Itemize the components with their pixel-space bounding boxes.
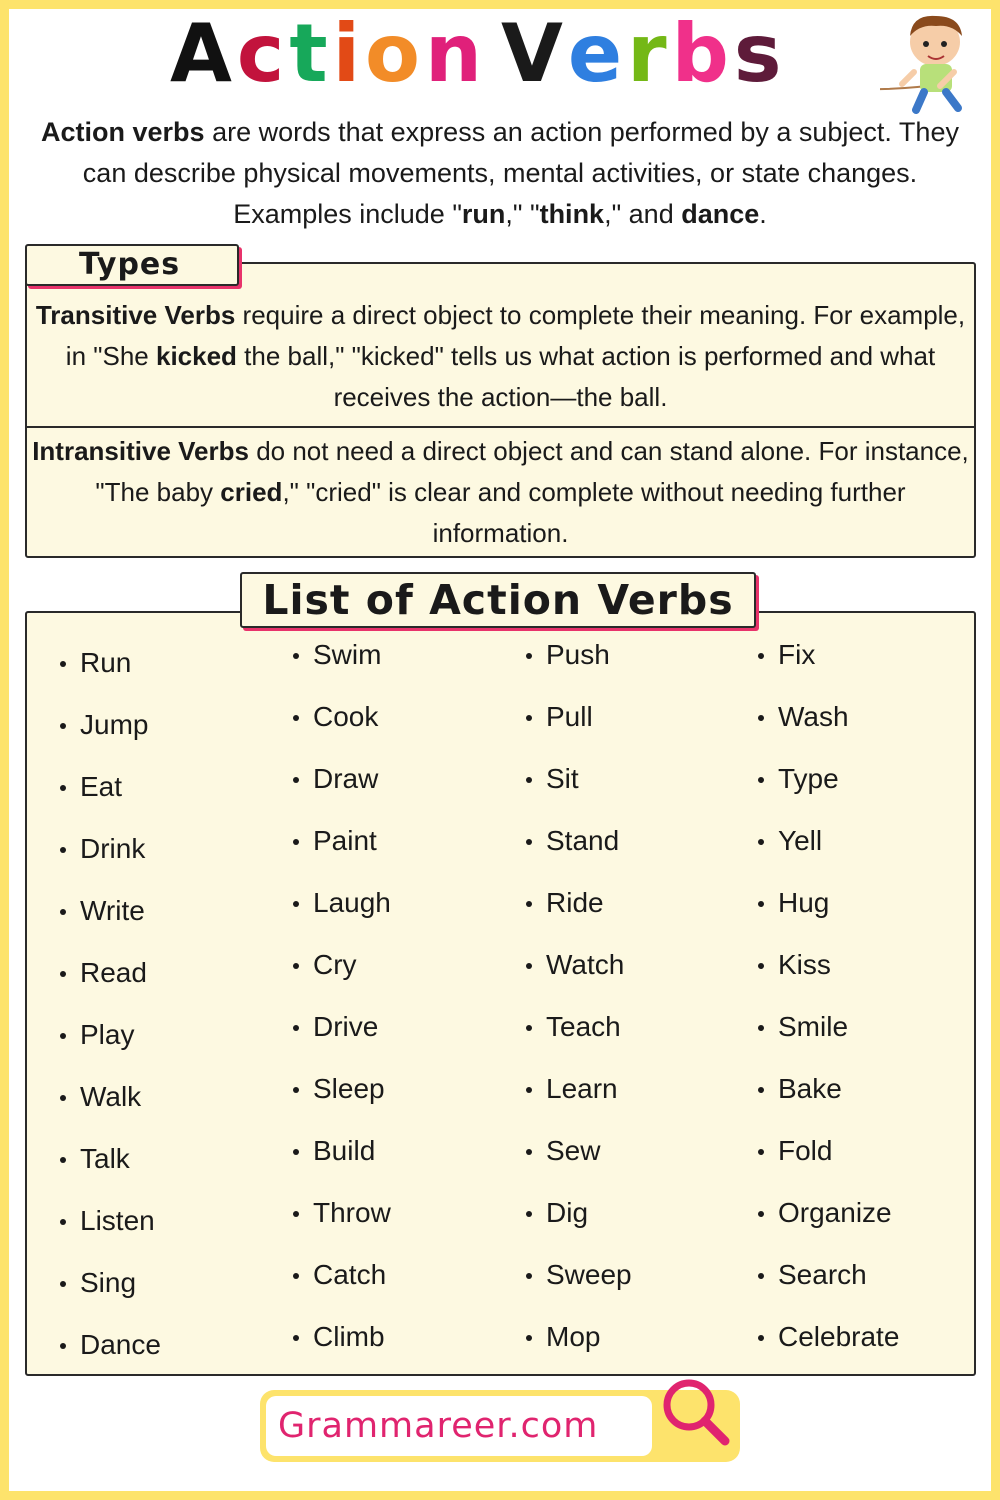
bullet-icon [293, 1211, 299, 1217]
intro-example-think: think [539, 199, 605, 229]
title-letter: s [733, 7, 787, 100]
verb-label: Read [80, 957, 147, 988]
transitive-definition [27, 295, 974, 418]
bullet-icon [526, 901, 532, 907]
bullet-icon [526, 777, 532, 783]
verb-label: Stand [546, 825, 620, 856]
verb-label: Walk [80, 1081, 142, 1112]
title-letter: c [236, 7, 290, 100]
intro-text: ," " [505, 199, 540, 229]
verb-label: Dig [546, 1197, 589, 1228]
verb-label: Eat [80, 771, 123, 802]
intro-example-run: run [461, 199, 506, 229]
verb-label: Listen [80, 1205, 155, 1236]
title-letter: A [170, 7, 237, 100]
verb-label: Fold [778, 1135, 833, 1166]
intro-term: Action verbs [41, 117, 205, 147]
verb-label: Smile [778, 1011, 849, 1042]
verb-list-heading: List of Action Verbs [240, 572, 756, 628]
title-letter [487, 6, 501, 102]
bullet-icon [293, 1087, 299, 1093]
page-title [170, 6, 830, 102]
bullet-icon [293, 1025, 299, 1031]
verb-label: Run [80, 647, 132, 678]
verb-label: Bake [778, 1073, 842, 1104]
bullet-icon [293, 715, 299, 721]
bullet-icon [60, 909, 66, 915]
verb-label: Pull [546, 701, 593, 732]
transitive-term: Transitive Verbs [35, 300, 236, 330]
bullet-icon [293, 839, 299, 845]
verb-label: Laugh [313, 887, 391, 918]
bullet-icon [526, 715, 532, 721]
bullet-icon [60, 1033, 66, 1039]
bullet-icon [293, 901, 299, 907]
bullet-icon [758, 1273, 764, 1279]
title-letter: n [424, 7, 487, 100]
verb-label: Yell [778, 825, 823, 856]
bullet-icon [60, 1281, 66, 1287]
verb-label: Swim [313, 639, 382, 670]
boy-pulling-rope-illustration [880, 10, 980, 115]
bullet-icon [526, 1087, 532, 1093]
types-divider [25, 426, 976, 428]
bullet-icon [758, 653, 764, 659]
verb-label: Celebrate [778, 1321, 900, 1352]
verb-label: Build [313, 1135, 376, 1166]
verb-label: Organize [778, 1197, 892, 1228]
verb-label: Learn [546, 1073, 618, 1104]
bullet-icon [758, 715, 764, 721]
verb-label: Mop [546, 1321, 601, 1352]
bullet-icon [60, 1343, 66, 1349]
site-link[interactable]: Grammareer.com [278, 1406, 599, 1446]
verb-label: Sleep [313, 1073, 385, 1104]
bullet-icon [758, 1087, 764, 1093]
bullet-icon [526, 1149, 532, 1155]
bullet-icon [758, 1025, 764, 1031]
bullet-icon [526, 963, 532, 969]
intro-text: are words that express an action performed by a subject. They can describe physical movements, mental activities, or state changes. Examples include " [82, 117, 959, 229]
types-heading: Types [25, 244, 239, 286]
verb-label: Cry [313, 949, 357, 980]
bullet-icon [758, 901, 764, 907]
title-letter: r [627, 7, 672, 100]
bullet-icon [60, 785, 66, 791]
verb-label: Climb [313, 1321, 385, 1352]
bullet-icon [60, 661, 66, 667]
bullet-icon [293, 1335, 299, 1341]
bullet-icon [293, 1273, 299, 1279]
bullet-icon [758, 777, 764, 783]
verb-label: Talk [80, 1143, 130, 1174]
verb-label: Jump [80, 709, 149, 740]
bullet-icon [526, 653, 532, 659]
verb-label: Teach [546, 1011, 621, 1042]
verb-label: Cook [313, 701, 379, 732]
bullet-icon [526, 1335, 532, 1341]
bullet-icon [60, 1095, 66, 1101]
verb-label: Fix [778, 639, 816, 670]
transitive-example-word: kicked [155, 341, 237, 371]
intransitive-definition [27, 431, 974, 554]
verb-label: Throw [313, 1197, 391, 1228]
intransitive-text: ," "cried" is clear and complete without needing further information. [282, 477, 906, 548]
title-letter: e [567, 7, 628, 100]
intro-paragraph [30, 112, 970, 235]
bullet-icon [293, 1149, 299, 1155]
verb-label: Sew [546, 1135, 601, 1166]
transitive-text: require a direct object to complete their meaning. For example, in "She [65, 300, 966, 371]
verb-label: Dance [80, 1329, 161, 1360]
bullet-icon [758, 963, 764, 969]
verb-label: Search [778, 1259, 867, 1290]
intransitive-example-word: cried [220, 477, 283, 507]
title-letter: o [365, 7, 425, 100]
intro-text: ," and [604, 199, 682, 229]
bullet-icon [758, 1211, 764, 1217]
bullet-icon [60, 1157, 66, 1163]
bullet-icon [60, 723, 66, 729]
verb-label: Play [80, 1019, 135, 1050]
bullet-icon [526, 1025, 532, 1031]
verb-label: Hug [778, 887, 830, 918]
verb-label: Kiss [778, 949, 831, 980]
verb-label: Sit [546, 763, 579, 794]
bullet-icon [758, 839, 764, 845]
bullet-icon [293, 963, 299, 969]
magnifier-icon [655, 1375, 735, 1450]
verb-label: Drink [80, 833, 146, 864]
intro-example-dance: dance [681, 199, 760, 229]
title-letter: V [500, 7, 568, 100]
verb-label: Wash [778, 701, 849, 732]
bullet-icon [60, 971, 66, 977]
title-letter: i [332, 7, 366, 100]
bullet-icon [526, 839, 532, 845]
bullet-icon [60, 1219, 66, 1225]
intro-text: . [759, 199, 767, 229]
verb-label: Write [80, 895, 145, 926]
bullet-icon [758, 1335, 764, 1341]
verb-label: Sing [80, 1267, 137, 1298]
verb-label: Ride [546, 887, 604, 918]
intransitive-term: Intransitive Verbs [32, 436, 249, 466]
verb-label: Type [778, 763, 839, 794]
verb-label: Drive [313, 1011, 379, 1042]
title-letter: b [671, 7, 734, 100]
title-letter: t [289, 7, 333, 100]
verb-label: Draw [313, 763, 379, 794]
verb-label: Sweep [546, 1259, 632, 1290]
bullet-icon [526, 1211, 532, 1217]
verb-label: Catch [313, 1259, 387, 1290]
bullet-icon [293, 653, 299, 659]
bullet-icon [60, 847, 66, 853]
bullet-icon [293, 777, 299, 783]
transitive-text: the ball," "kicked" tells us what action is performed and what receives the action—the ball. [236, 341, 936, 412]
verb-label: Paint [313, 825, 377, 856]
verb-label: Watch [546, 949, 625, 980]
bullet-icon [526, 1273, 532, 1279]
verb-label: Push [546, 639, 610, 670]
intransitive-text: do not need a direct object and can stand alone. For instance, "The baby [95, 436, 969, 507]
bullet-icon [758, 1149, 764, 1155]
